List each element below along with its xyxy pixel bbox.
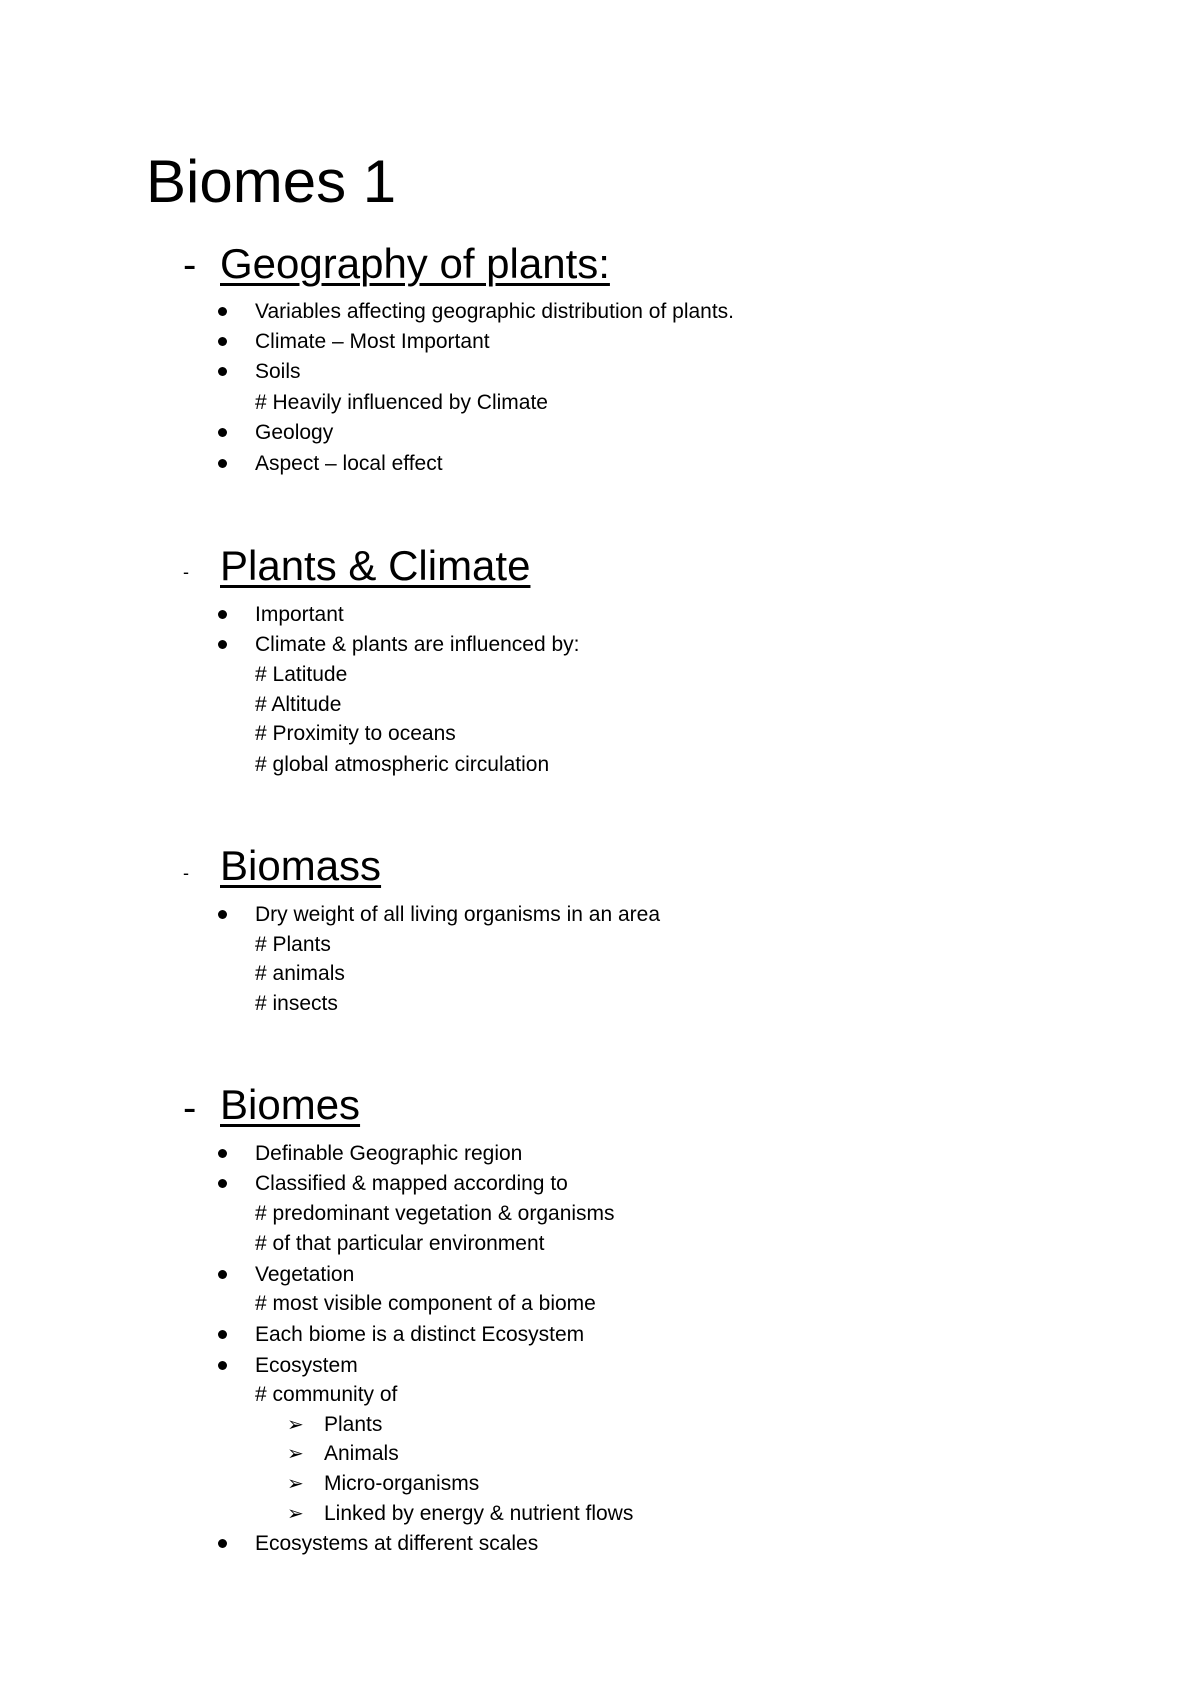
list-item: Dry weight of all living organisms in an area	[255, 903, 661, 926]
list-item: Each biome is a distinct Ecosystem	[255, 1323, 585, 1346]
bullet-icon	[218, 337, 227, 346]
list-item: Classified & mapped according to	[255, 1172, 568, 1195]
bullet-icon	[218, 1330, 227, 1339]
bullet-icon	[218, 1149, 227, 1158]
bullet-icon	[218, 307, 227, 316]
bullet-icon	[218, 610, 227, 619]
list-subitem: # of that particular environment	[255, 1232, 545, 1255]
arrowhead-icon: ➢	[287, 1412, 304, 1436]
bullet-icon	[218, 367, 227, 376]
bullet-icon	[218, 428, 227, 437]
list-item: Definable Geographic region	[255, 1142, 523, 1165]
list-item: Climate & plants are influenced by:	[255, 633, 580, 656]
section-dash: -	[183, 562, 189, 582]
list-subitem: # Plants	[255, 933, 331, 956]
list-item: Geology	[255, 421, 334, 444]
list-item: Variables affecting geographic distribution of plants.	[255, 300, 735, 323]
section-heading: Plants & Climate	[220, 542, 531, 589]
bullet-icon	[218, 1539, 227, 1548]
list-subitem: Linked by energy & nutrient flows	[324, 1502, 634, 1525]
list-item: Important	[255, 603, 344, 626]
bullet-icon	[218, 640, 227, 649]
list-subitem: # insects	[255, 992, 338, 1015]
list-subitem: Animals	[324, 1442, 399, 1465]
section-heading: Geography of plants:	[220, 240, 610, 287]
section-dash: -	[183, 243, 197, 287]
list-item: Ecosystem	[255, 1354, 358, 1377]
list-subitem: # community of	[255, 1383, 398, 1406]
list-subitem: # Altitude	[255, 693, 342, 716]
list-subitem: # Latitude	[255, 663, 348, 686]
list-subitem: Micro-organisms	[324, 1472, 480, 1495]
bullet-icon	[218, 1270, 227, 1279]
arrowhead-icon: ➢	[287, 1501, 304, 1525]
bullet-icon	[218, 459, 227, 468]
list-subitem: Plants	[324, 1413, 383, 1436]
arrowhead-icon: ➢	[287, 1441, 304, 1465]
page-title: Biomes 1	[146, 148, 397, 215]
list-subitem: # animals	[255, 962, 345, 985]
list-subitem: # Proximity to oceans	[255, 722, 456, 745]
list-subitem: # global atmospheric circulation	[255, 753, 550, 776]
arrowhead-icon: ➢	[287, 1471, 304, 1495]
bullet-icon	[218, 1361, 227, 1370]
section-dash: -	[183, 863, 189, 883]
section-heading: Biomes	[220, 1081, 361, 1128]
section-heading: Biomass	[220, 842, 382, 889]
list-item: Vegetation	[255, 1263, 355, 1286]
bullet-icon	[218, 1179, 227, 1188]
list-subitem: # Heavily influenced by Climate	[255, 391, 548, 414]
list-item: Ecosystems at different scales	[255, 1532, 539, 1555]
section-dash: -	[183, 1086, 197, 1130]
list-subitem: # predominant vegetation & organisms	[255, 1202, 615, 1225]
list-item: Aspect – local effect	[255, 452, 443, 475]
bullet-icon	[218, 910, 227, 919]
list-subitem: # most visible component of a biome	[255, 1292, 596, 1315]
list-item: Climate – Most Important	[255, 330, 490, 353]
list-item: Soils	[255, 360, 301, 383]
